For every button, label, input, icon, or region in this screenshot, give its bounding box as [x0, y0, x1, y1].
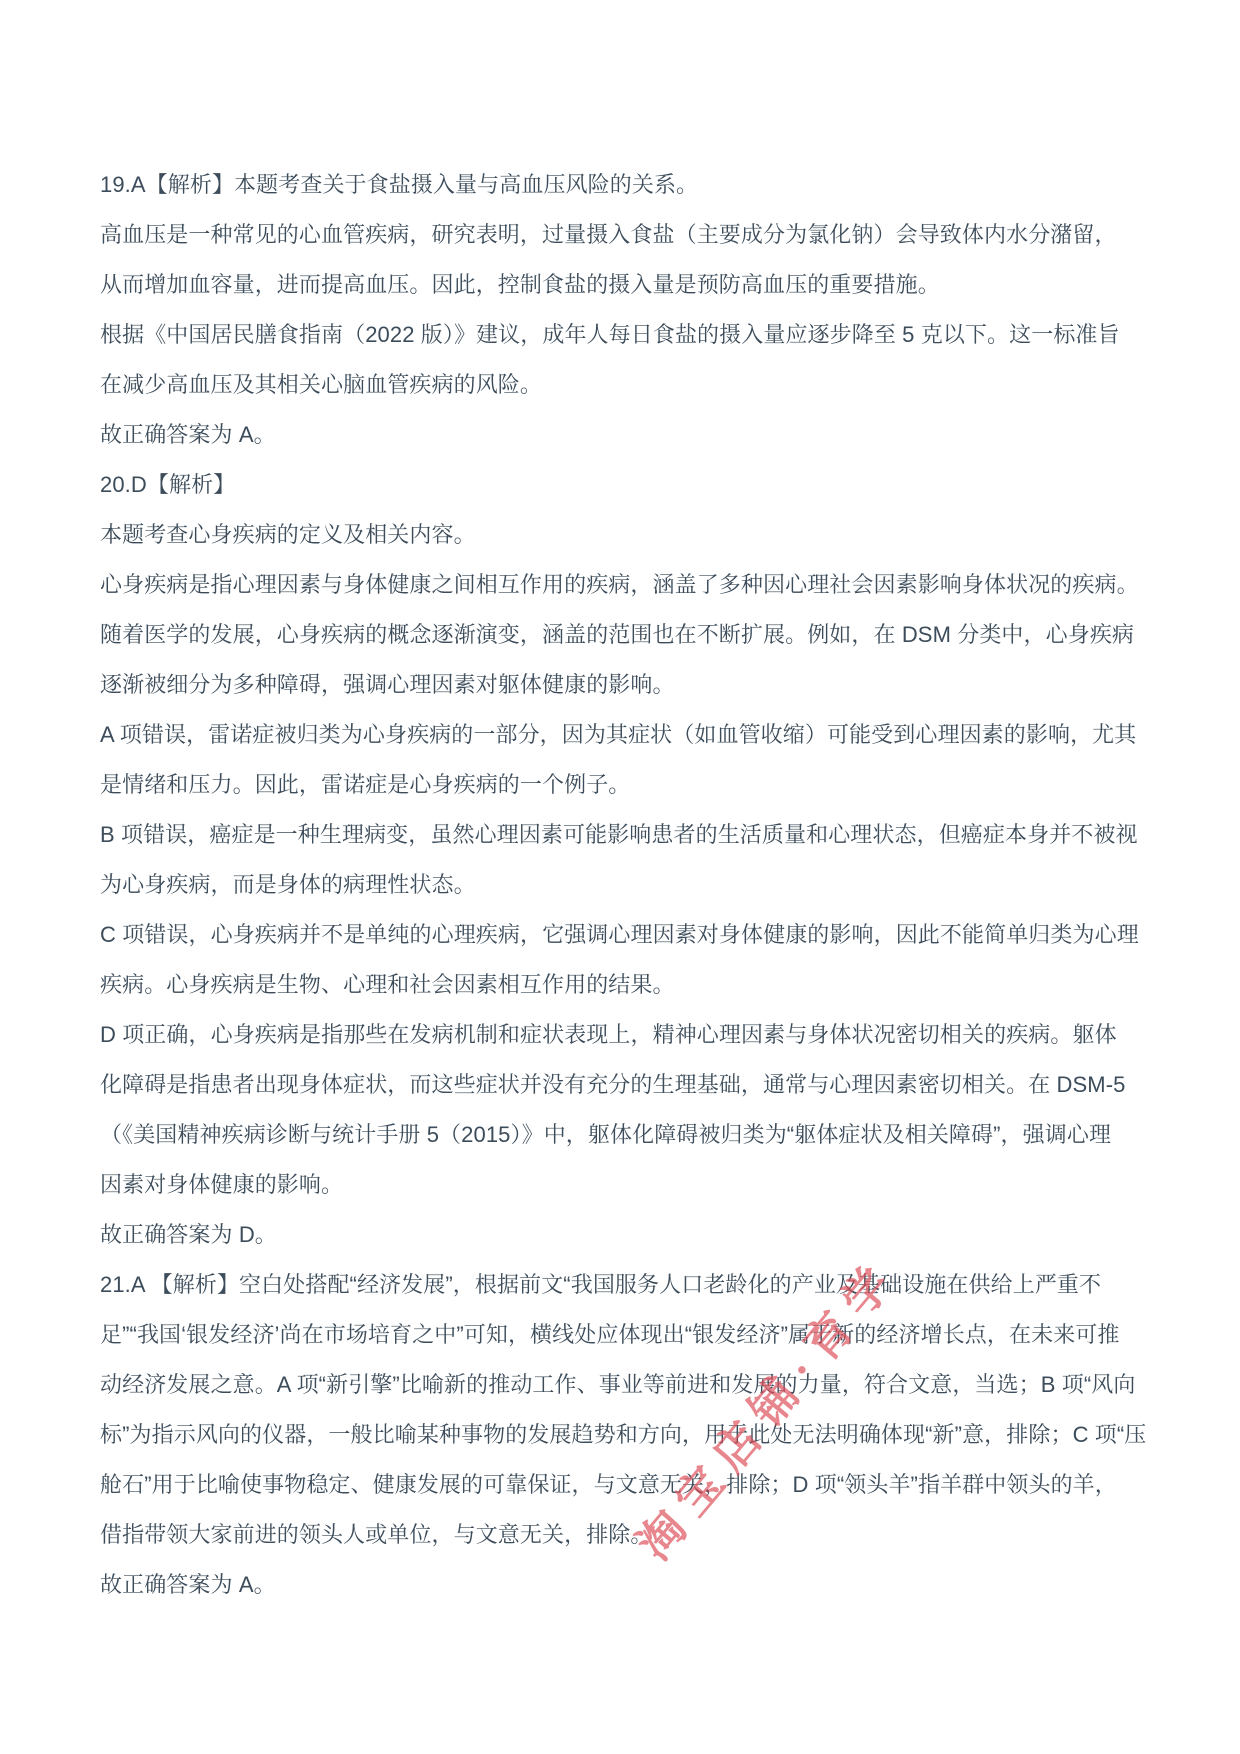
text-line: 20.D【解析】: [100, 472, 236, 497]
text-line: （《美国精神疾病诊断与统计手册 5（2015）》中，躯体化障碍被归类为“躯体症状及相关障碍”，强调心理: [100, 1122, 1112, 1147]
taobao-shop-watermark: 淘宝店铺·育学: [628, 1249, 909, 1570]
answer-section-q21: [100, 1260, 1146, 1610]
text-line: D 项正确，心身疾病是指那些在发病机制和症状表现上，精神心理因素与身体状况密切相关的疾病。躯体: [100, 1022, 1117, 1047]
text-line: 根据《中国居民膳食指南（2022 版）》建议，成年人每日食盐的摄入量应逐步降至 5 克以下。这一标准旨: [100, 322, 1120, 347]
text-line: 随着医学的发展，心身疾病的概念逐渐演变，涵盖的范围也在不断扩展。例如，在 DSM 分类中，心身疾病: [100, 622, 1135, 647]
text-line: 化障碍是指患者出现身体症状，而这些症状并没有充分的生理基础，通常与心理因素密切相关。在 DSM-5: [100, 1072, 1126, 1097]
text-line: 因素对身体健康的影响。: [100, 1172, 344, 1197]
text-line: 21.A 【解析】空白处搭配“经济发展”，根据前文“我国服务人口老龄化的产业及基础设施在供给上严重不: [100, 1272, 1102, 1297]
text-line: 标”为指示风向的仪器，一般比喻某种事物的发展趋势和方向，用于此处无法明确体现“新”意，排除；C 项“压: [100, 1422, 1147, 1447]
text-line: 逐渐被细分为多种障碍，强调心理因素对躯体健康的影响。: [100, 672, 675, 697]
text-line: 心身疾病是指心理因素与身体健康之间相互作用的疾病，涵盖了多种因心理社会因素影响身体状况的疾病。: [100, 572, 1139, 597]
text-line: 借指带领大家前进的领头人或单位，与文意无关，排除。: [100, 1522, 653, 1547]
text-line: 足”“我国‘银发经济’尚在市场培育之中”可知，横线处应体现出“银发经济”属于新的经济增长点，在未来可推: [100, 1322, 1120, 1347]
text-line: B 项错误，癌症是一种生理病变，虽然心理因素可能影响患者的生活质量和心理状态，但癌症本身并不被视: [100, 822, 1138, 847]
text-line: 故正确答案为 D。: [100, 1222, 277, 1247]
text-line: A 项错误，雷诺症被归类为心身疾病的一部分，因为其症状（如血管收缩）可能受到心理因素的影响，尤其: [100, 722, 1137, 747]
text-line: 舱石”用于比喻使事物稳定、健康发展的可靠保证，与文意无关，排除；D 项“领头羊”指羊群中领头的羊，: [100, 1472, 1117, 1497]
text-line: 是情绪和压力。因此，雷诺症是心身疾病的一个例子。: [100, 772, 631, 797]
text-line: C 项错误，心身疾病并不是单纯的心理疾病，它强调心理因素对身体健康的影响，因此不能简单归类为心理: [100, 922, 1139, 947]
text-line: 疾病。心身疾病是生物、心理和社会因素相互作用的结果。: [100, 972, 675, 997]
text-line: 从而增加血容量，进而提高血压。因此，控制食盐的摄入量是预防高血压的重要措施。: [100, 272, 940, 297]
text-line: 动经济发展之意。A 项“新引擎”比喻新的推动工作、事业等前进和发展的力量，符合文意，当选；B 项“风向: [100, 1372, 1136, 1397]
text-line: 故正确答案为 A。: [100, 1572, 276, 1597]
text-line: 故正确答案为 A。: [100, 422, 276, 447]
text-line: 本题考查心身疾病的定义及相关内容。: [100, 522, 476, 547]
answer-section-q20: [100, 460, 1146, 1260]
text-line: 高血压是一种常见的心血管疾病，研究表明，过量摄入食盐（主要成分为氯化钠）会导致体内水分潴留，: [100, 222, 1117, 247]
text-line: 19.A【解析】本题考查关于食盐摄入量与高血压风险的关系。: [100, 172, 699, 197]
text-line: 为心身疾病，而是身体的病理性状态。: [100, 872, 476, 897]
text-line: 在减少高血压及其相关心脑血管疾病的风险。: [100, 372, 543, 397]
answer-document: [100, 160, 1146, 1610]
answer-section-q19: [100, 160, 1146, 460]
